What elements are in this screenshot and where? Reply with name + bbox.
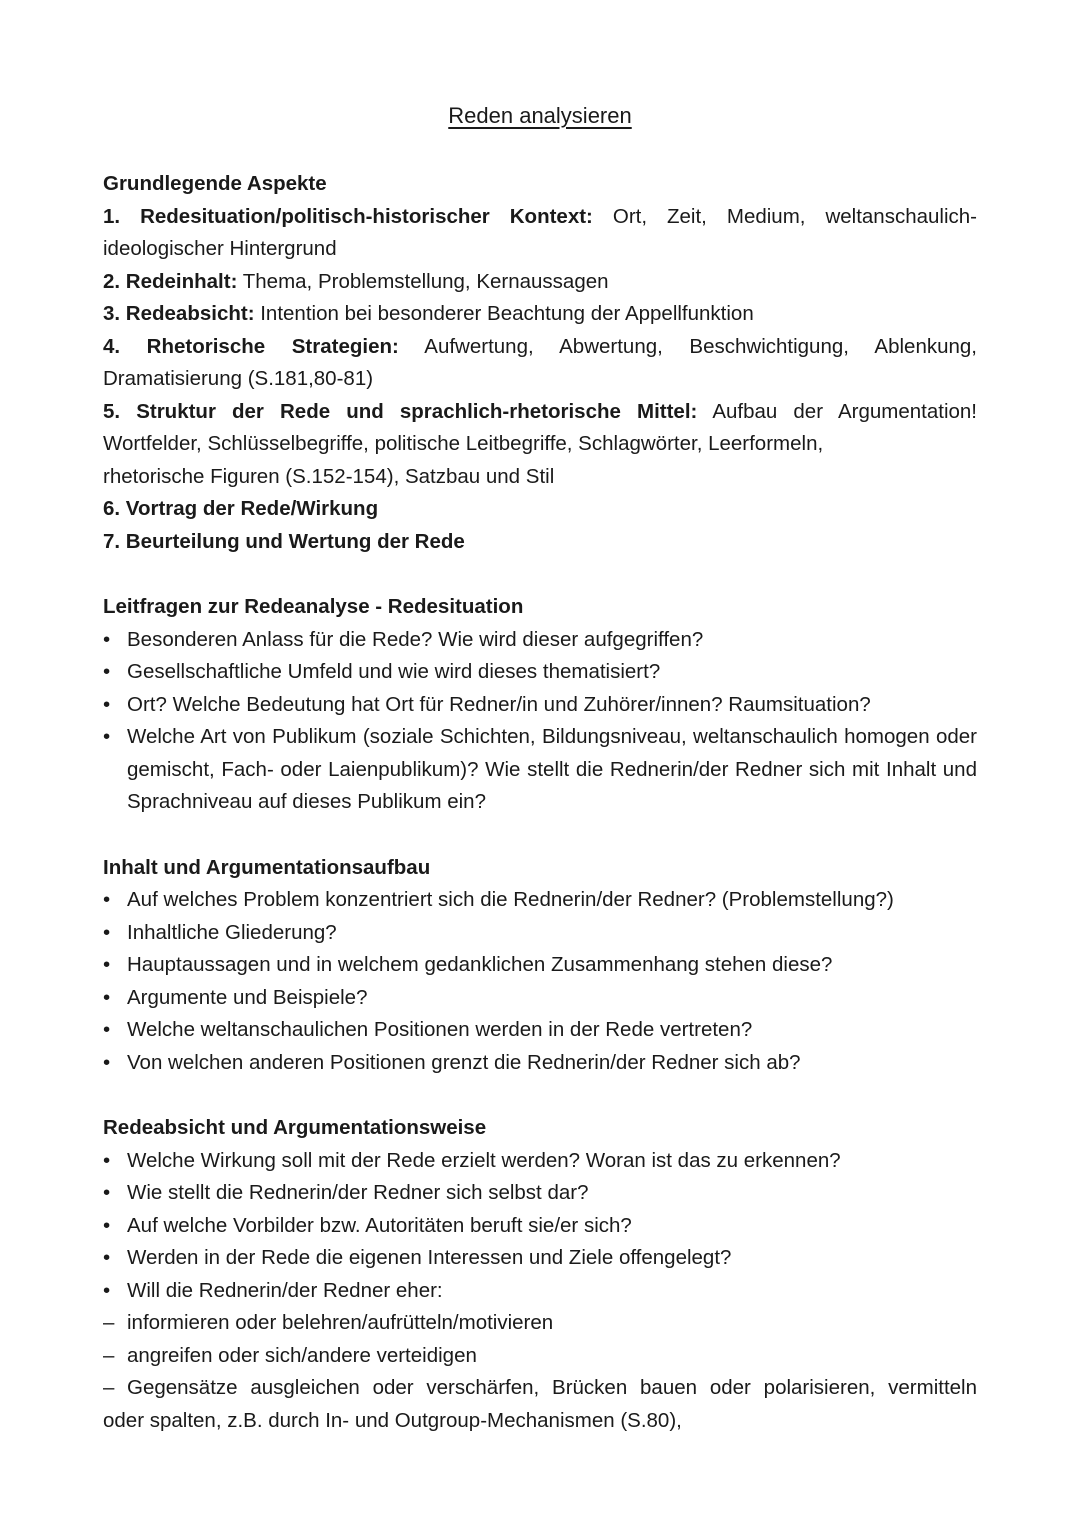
dash-item [103,1307,977,1340]
aspect-text: Thema, Problemstellung, Kernaussagen [237,269,609,293]
section-heading-inhalt: Inhalt und Argumentationsaufbau [103,855,431,879]
aspect-item-6: 6. Vortrag der Rede/Wirkung [103,497,379,520]
list-item: • Auf welche Vorbilder bzw. Autoritäten beruft sie/er sich? [103,1210,977,1243]
aspect-text: Ort, Zeit, Medium, weltanschaulich-ideologischer Hintergrund [103,204,977,260]
redesituation-list [103,624,977,819]
list-item: • Auf welches Problem konzentriert sich die Rednerin/der Redner? (Problemstellung?) [103,884,977,917]
aspect-item-5-line-3: rhetorische Figuren (S.152-154), Satzbau und Stil [103,464,555,488]
aspect-label: 1. Redesituation/politisch-historischer Kontext: [103,204,593,228]
aspect-text: Aufbau der Argumentation! [697,399,978,423]
aspect-item-5 [103,396,977,429]
section-heading-grundlegende: Grundlegende Aspekte [103,172,327,195]
aspect-label: 2. Redeinhalt: [103,269,238,293]
list-item: • Gesellschaftliche Umfeld und wie wird dieses thematisiert? [103,656,977,689]
dash-item-long [103,1372,977,1437]
inhalt-list [103,884,977,1079]
list-item: • Argumente und Beispiele? [103,982,977,1015]
redeabsicht-list [103,1145,977,1308]
list-item: • Von welchen anderen Positionen grenzt die Rednerin/der Redner sich ab? [103,1047,977,1080]
section-spacer [103,558,977,591]
aspect-label: 5. Struktur der Rede und sprachlich-rhetorische Mittel: [103,399,698,423]
document-title: Reden analysieren [448,103,632,128]
aspect-item-3 [103,298,977,331]
dash-marker: – [103,1343,115,1367]
section-spacer [103,819,977,852]
list-item: • Welche Art von Publikum (soziale Schichten, Bildungsniveau, weltanschaulich homogen oder gemischt, Fach- oder Laienpublikum)? Wie stellt die Rednerin/der Redner sich mit Inhalt und Sprachniveau auf dieses Publikum ein? [103,721,977,819]
list-item: • Hauptaussagen und in welchem gedanklichen Zusammenhang stehen diese? [103,949,977,982]
section-spacer [103,1079,977,1112]
list-item: • Welche weltanschaulichen Positionen werden in der Rede vertreten? [103,1014,977,1047]
dash-item-text: Gegensätze ausgleichen oder verschärfen, Brücken bauen oder polarisieren, vermitteln [127,1376,977,1399]
aspect-text: Intention bei besonderer Beachtung der Appellfunktion [254,302,754,325]
section-heading-redesituation: Leitfragen zur Redeanalyse - Redesituation [103,595,524,618]
aspect-item-5-line-2: Wortfelder, Schlüsselbegriffe, politische Leitbegriffe, Schlagwörter, Leerformeln, [103,432,824,455]
section-heading-redeabsicht: Redeabsicht und Argumentationsweise [103,1116,487,1139]
aspect-label: 4. Rhetorische Strategien: [103,334,399,358]
aspect-item-4 [103,331,977,396]
dash-item [103,1340,977,1373]
document-body [103,168,977,1437]
aspect-text: Aufwertung, Abwertung, Beschwichtigung, Ablenkung, Dramatisierung (S.181,80-81) [103,334,977,390]
dash-item-long-first-line [103,1372,977,1405]
aspect-label: 3. Redeabsicht: [103,302,255,325]
aspect-item-7: 7. Beurteilung und Wertung der Rede [103,529,465,553]
list-item: • Inhaltliche Gliederung? [103,917,977,950]
dash-marker: – [103,1311,115,1334]
dash-item-long-continuation: oder spalten, z.B. durch In- und Outgroup-Mechanismen (S.80), [103,1408,682,1432]
list-item: • Will die Rednerin/der Redner eher: [103,1275,977,1308]
list-item: • Werden in der Rede die eigenen Interessen und Ziele offengelegt? [103,1242,977,1275]
dash-item-text: angreifen oder sich/andere verteidigen [127,1343,477,1367]
dash-marker: – [103,1376,115,1399]
aspect-item-1 [103,201,977,266]
aspect-item-2 [103,266,977,299]
dash-item-text: informieren oder belehren/aufrütteln/motivieren [127,1311,554,1334]
list-item: • Besonderen Anlass für die Rede? Wie wird dieser aufgegriffen? [103,624,977,657]
list-item: • Wie stellt die Rednerin/der Redner sich selbst dar? [103,1177,977,1210]
list-item: • Welche Wirkung soll mit der Rede erzielt werden? Woran ist das zu erkennen? [103,1145,977,1178]
list-item: • Ort? Welche Bedeutung hat Ort für Redner/in und Zuhörer/innen? Raumsituation? [103,689,977,722]
